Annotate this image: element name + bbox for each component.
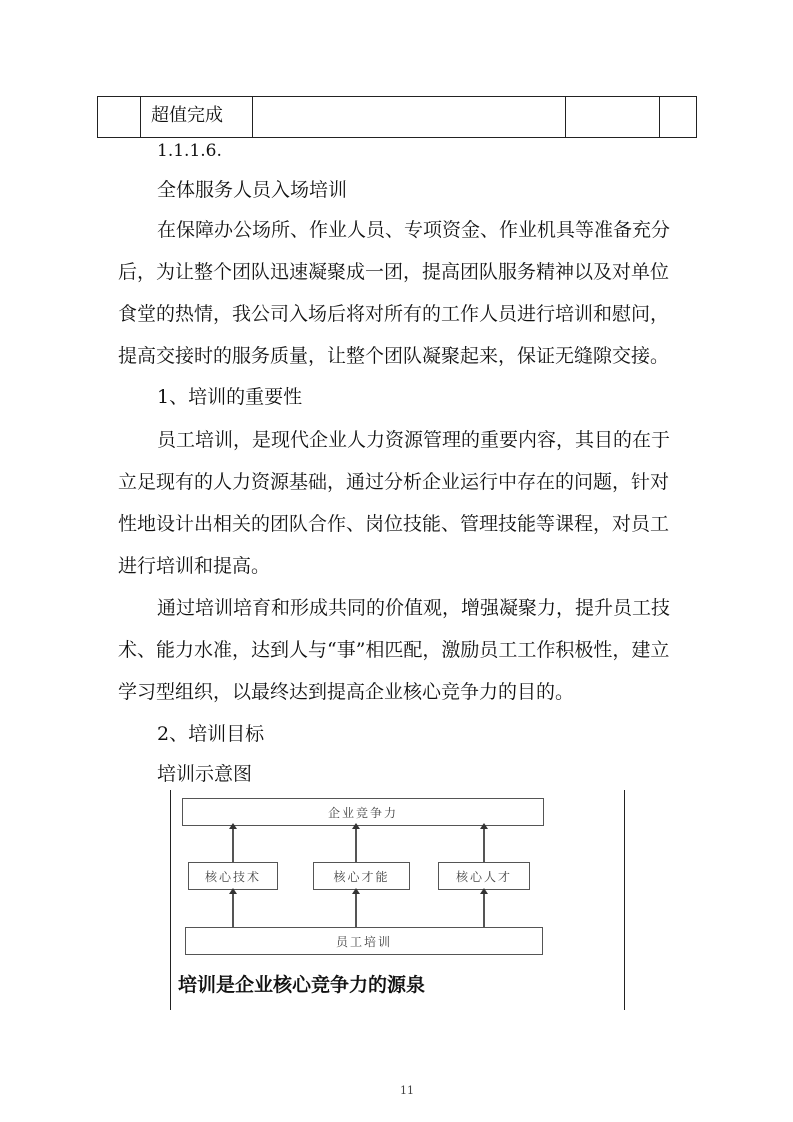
paragraph-line: 立足现有的人力资源基础，通过分析企业运行中存在的问题，针对 — [118, 471, 670, 493]
figure-label: 培训示意图 — [157, 763, 253, 785]
paragraph-line: 性地设计出相关的团队合作、岗位技能、管理技能等课程，对员工 — [118, 513, 670, 535]
paragraph-line: 进行培训和提高。 — [118, 555, 271, 577]
section-number: 1.1.1.6. — [157, 141, 222, 161]
table-cell-status: 超值完成 — [141, 97, 253, 137]
table-cell — [566, 97, 660, 137]
paragraph-line: 学习型组织，以最终达到提高企业核心竞争力的目的。 — [118, 681, 575, 703]
paragraph-line: 术、能力水准，达到人与“事”相匹配，激励员工工作积极性，建立 — [118, 639, 670, 661]
paragraph-line: 员工培训，是现代企业人力资源管理的重要内容，其目的在于 — [157, 429, 671, 451]
training-diagram — [170, 790, 625, 1010]
paragraph-line: 后，为让整个团队迅速凝聚成一团，提高团队服务精神以及对单位 — [118, 261, 670, 283]
page-number: 11 — [400, 1084, 414, 1097]
arrow-up-icon — [232, 893, 234, 928]
diagram-box-bottom: 员工培训 — [185, 927, 543, 955]
section-title: 全体服务人员入场培训 — [157, 179, 348, 201]
subheading: 1、培训的重要性 — [157, 386, 303, 408]
arrow-up-icon — [483, 828, 485, 862]
arrow-up-icon — [355, 828, 357, 862]
border-line — [170, 790, 171, 1010]
diagram-box-middle: 核心技术 — [188, 862, 278, 890]
paragraph-line: 食堂的热情，我公司入场后将对所有的工作人员进行培训和慰问， — [118, 303, 670, 325]
arrow-up-icon — [483, 893, 485, 928]
paragraph-line: 通过培训培育和形成共同的价值观，增强凝聚力，提升员工技 — [157, 597, 671, 619]
table-row — [97, 96, 697, 138]
table-cell — [253, 97, 566, 137]
table-cell — [660, 97, 696, 137]
table-cell — [98, 97, 141, 137]
arrow-up-icon — [355, 893, 357, 928]
diagram-box-middle: 核心才能 — [313, 862, 410, 890]
diagram-caption: 培训是企业核心竞争力的源泉 — [178, 974, 426, 996]
paragraph-line: 在保障办公场所、作业人员、专项资金、作业机具等准备充分 — [157, 219, 671, 241]
paragraph-line: 提高交接时的服务质量，让整个团队凝聚起来，保证无缝隙交接。 — [118, 345, 670, 367]
diagram-box-middle: 核心人才 — [438, 862, 530, 890]
diagram-box-top: 企业竞争力 — [182, 798, 544, 826]
border-line — [624, 790, 625, 1010]
arrow-up-icon — [232, 828, 234, 862]
subheading: 2、培训目标 — [157, 723, 265, 745]
